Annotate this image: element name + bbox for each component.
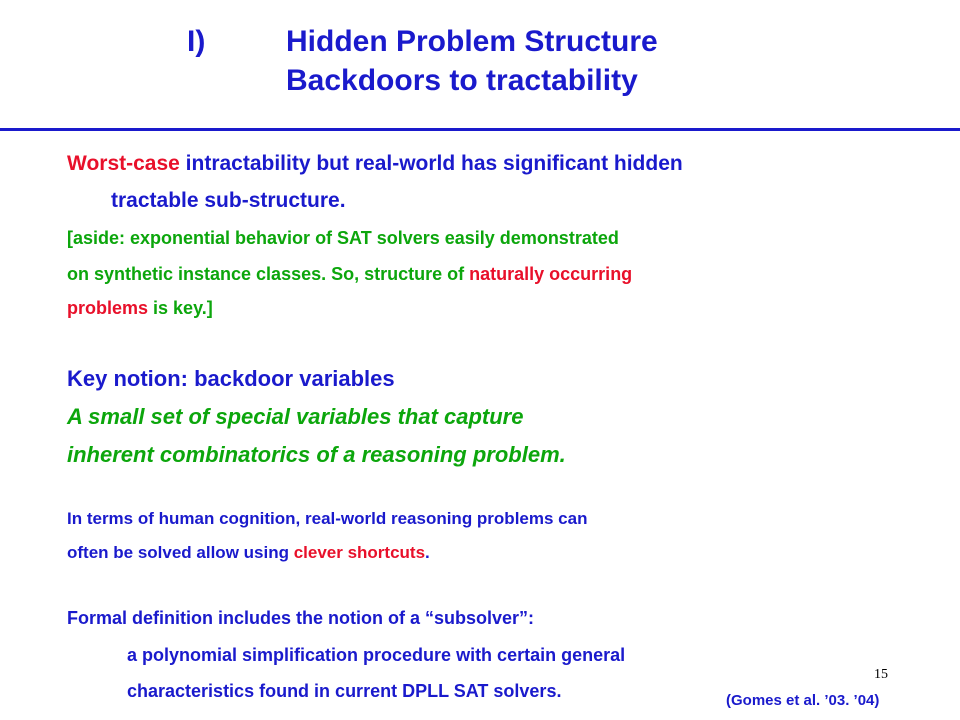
aside-line2-green: on synthetic instance classes. So, structure of [67, 264, 470, 284]
title-divider [0, 128, 960, 131]
cognition-line2-blue: often be solved allow using [67, 543, 294, 562]
aside-line2 [67, 264, 632, 285]
para1-line2: tractable sub-structure. [111, 189, 346, 212]
aside-line2-red: naturally occurring [469, 264, 633, 284]
formal-line3: characteristics found in current DPLL SAT solvers. [127, 681, 562, 701]
title-number: I) [187, 25, 206, 58]
key-notion-heading: Key notion: backdoor variables [67, 366, 395, 391]
title-line-2: Backdoors to tractability [286, 64, 638, 97]
worst-case-text: Worst-case [67, 152, 180, 175]
clever-shortcuts-text: clever shortcuts [293, 543, 426, 562]
key-notion-italic-2: inherent combinatorics of a reasoning problem. [67, 442, 566, 467]
key-notion-italic-1: A small set of special variables that capture [67, 404, 524, 429]
para1-line1 [67, 152, 683, 176]
aside-line3-green: is key.] [148, 298, 213, 318]
formal-line2: a polynomial simplification procedure with certain general [127, 645, 626, 665]
formal-line1: Formal definition includes the notion of a “subsolver”: [67, 608, 535, 628]
cognition-line1: In terms of human cognition, real-world reasoning problems can [67, 509, 588, 528]
aside-line1: [aside: exponential behavior of SAT solvers easily demonstrated [67, 228, 619, 248]
cognition-period: . [425, 543, 430, 562]
aside-line3-red: problems [67, 298, 149, 318]
aside-line3 [67, 298, 213, 319]
citation: (Gomes et al. ’03. ’04) [726, 692, 880, 709]
cognition-line2 [67, 543, 430, 563]
intractability-text: intractability but real-world has significant hidden [179, 152, 683, 175]
page-number: 15 [874, 667, 888, 682]
title-line-1: Hidden Problem Structure [286, 25, 658, 58]
